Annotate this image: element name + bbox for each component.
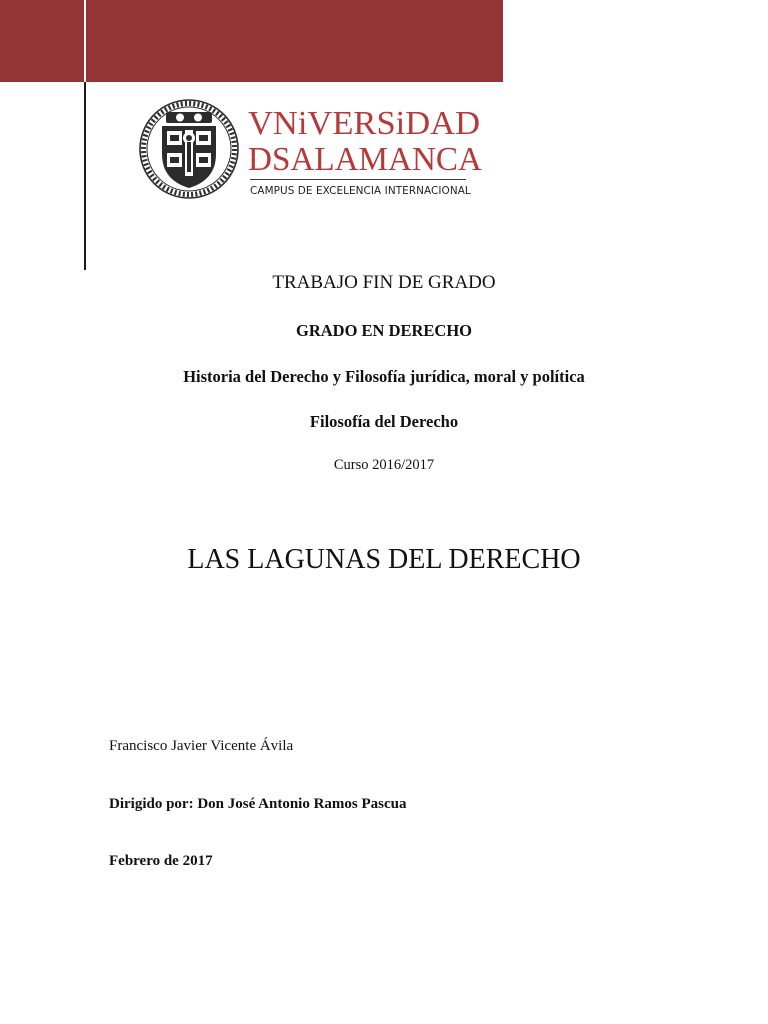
university-seal-icon (136, 98, 242, 200)
band-divider-line (84, 0, 86, 82)
author-name: Francisco Javier Vicente Ávila (109, 738, 294, 754)
university-name-line-2-text: DSALAMANCA (248, 141, 483, 178)
university-name-line-2 (248, 138, 498, 176)
degree-name: GRADO EN DERECHO (295, 321, 472, 340)
vertical-rule (84, 82, 86, 270)
subject-name: Filosofía del Derecho (309, 412, 459, 431)
department-area: Historia del Derecho y Filosofía jurídica, moral y política (183, 367, 585, 386)
document-heading: TRABAJO FIN DE GRADO (272, 272, 496, 293)
campus-subtitle: CAMPUS DE EXCELENCIA INTERNACIONAL (250, 185, 471, 197)
director-line: Dirigido por: Don José Antonio Ramos Pascua (109, 796, 407, 812)
academic-course: Curso 2016/2017 (333, 457, 435, 473)
thesis-title: LAS LAGUNAS DEL DERECHO (187, 544, 581, 575)
university-name-line-1 (248, 102, 498, 140)
logo-divider (250, 179, 466, 180)
header-color-band (0, 0, 503, 82)
university-logo (136, 98, 496, 204)
submission-date: Febrero de 2017 (109, 853, 213, 869)
university-name-line-1-text: VNiVERSiDAD (248, 105, 480, 142)
